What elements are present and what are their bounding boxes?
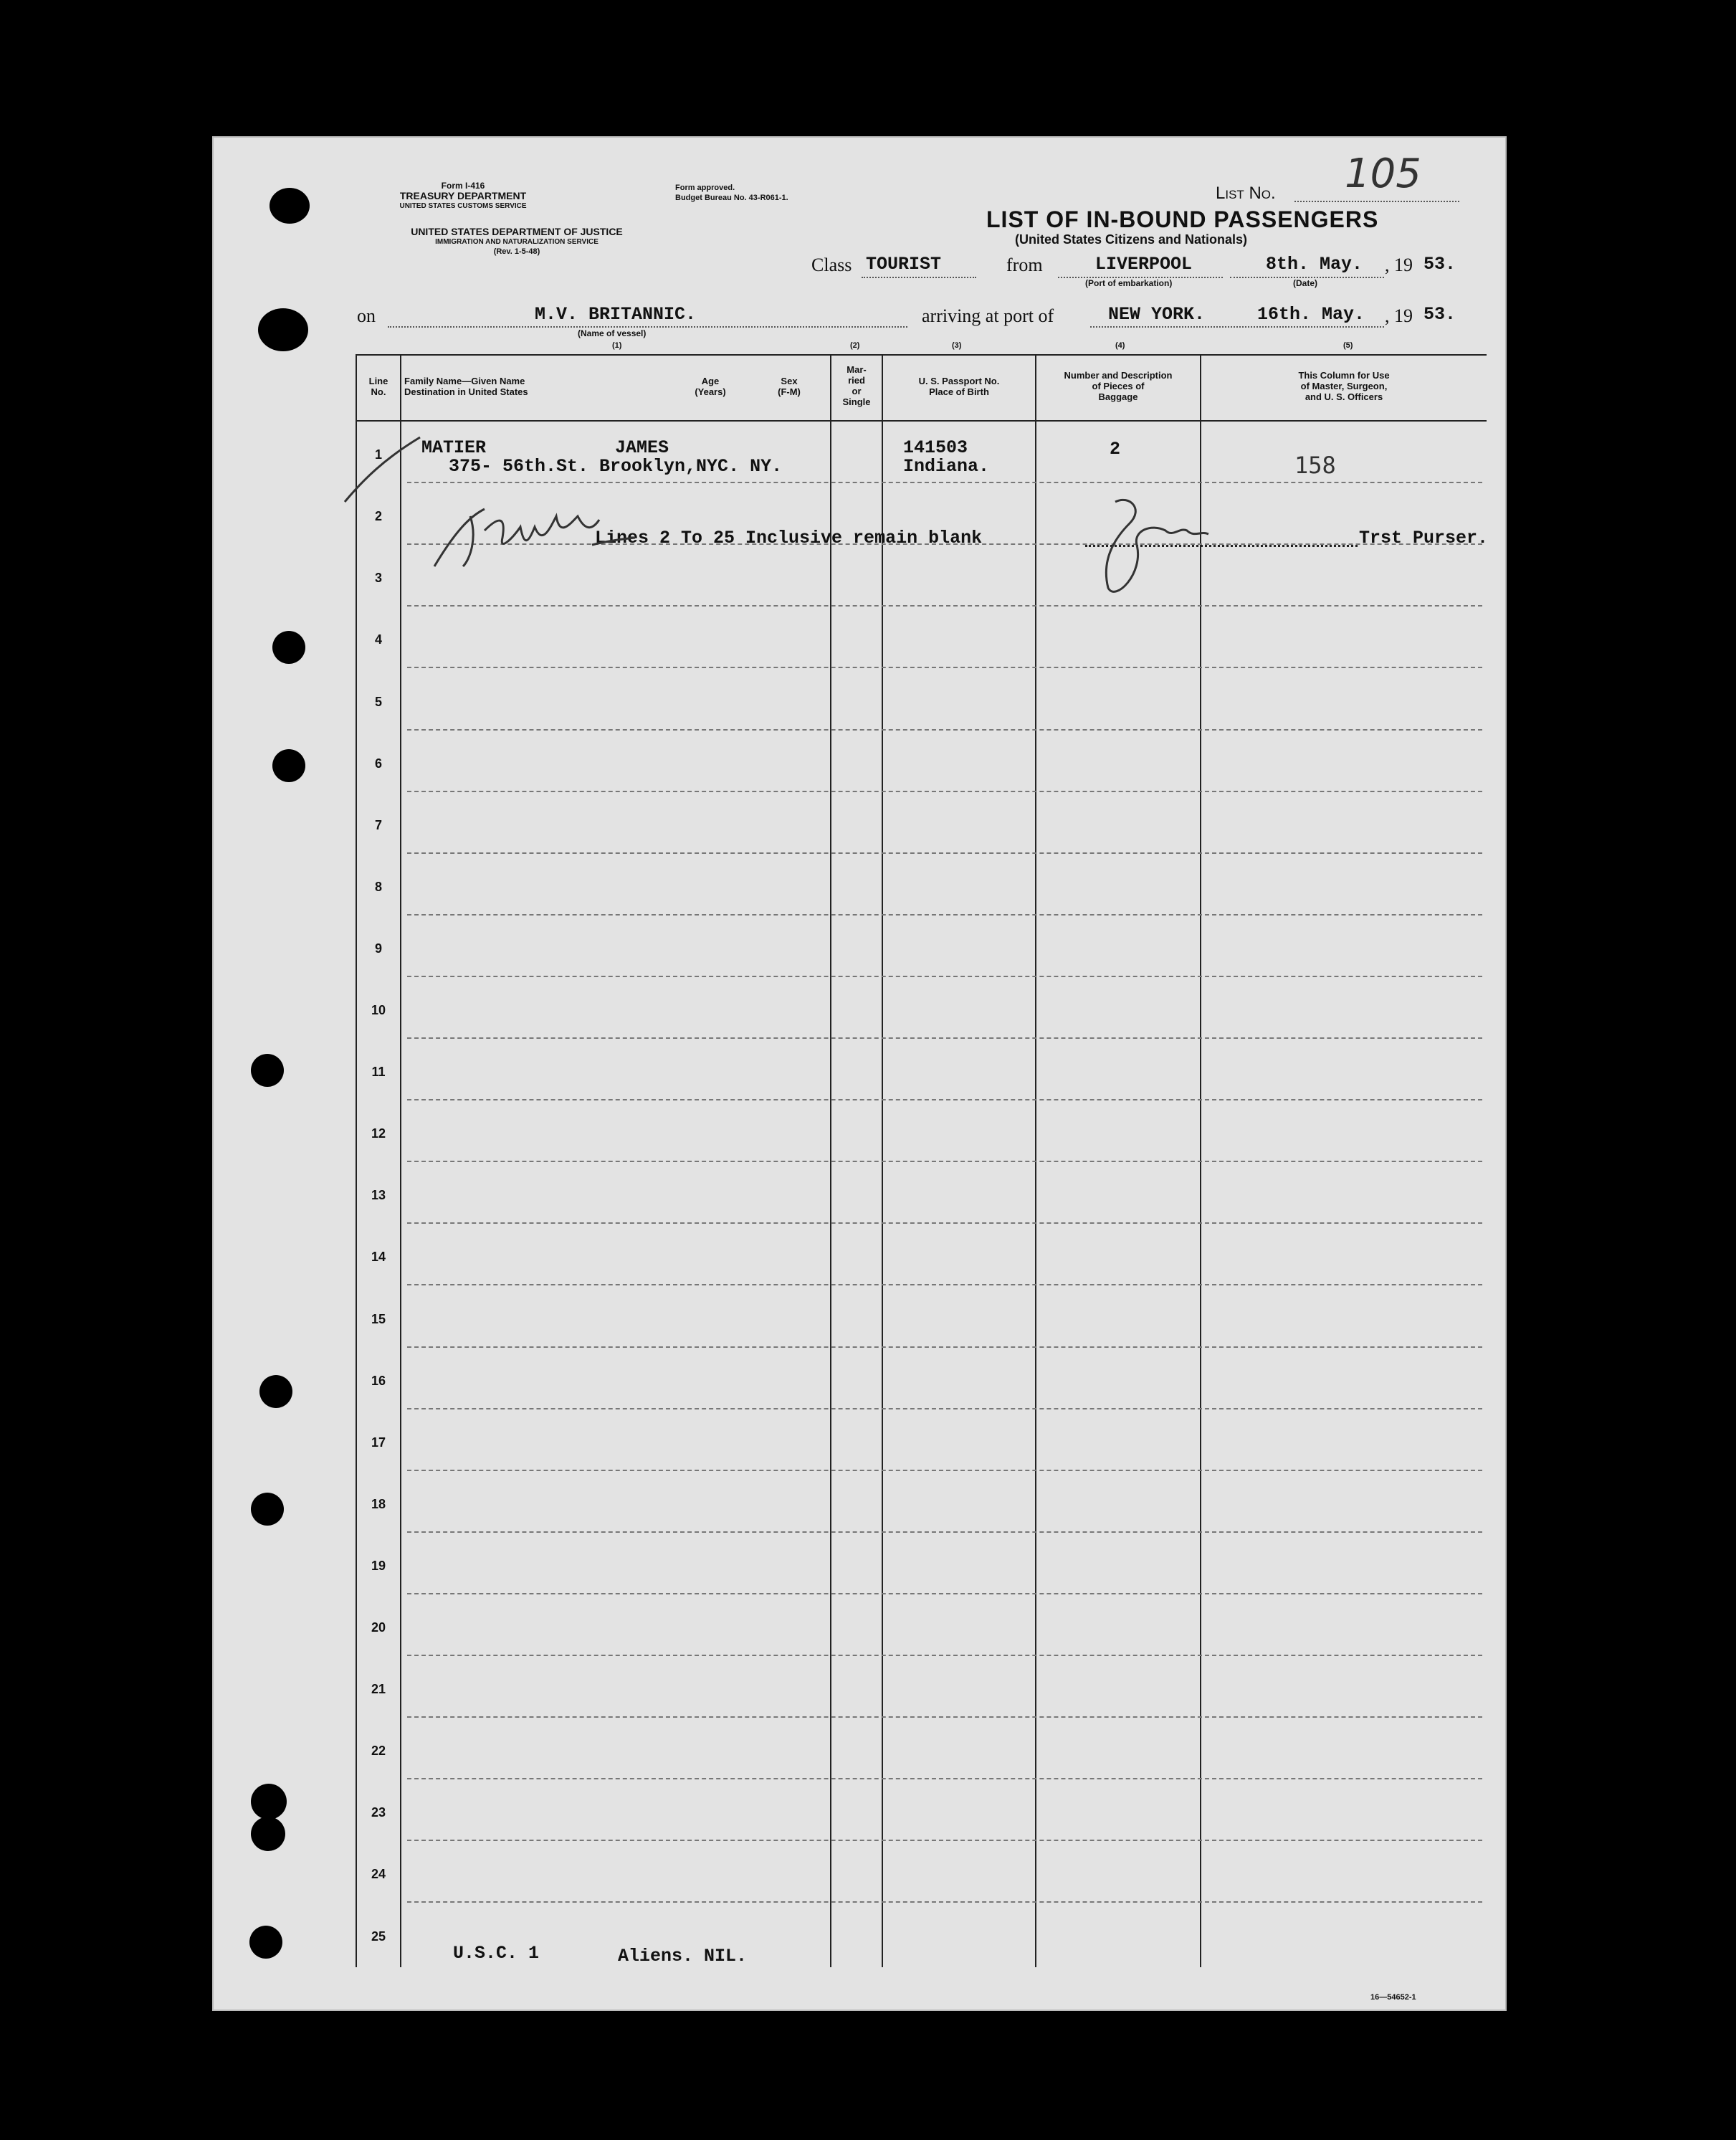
- row-divider: [407, 914, 1482, 916]
- row-divider: [407, 729, 1482, 731]
- header-line-no: Line No.: [368, 376, 388, 397]
- line-number-17: 17: [371, 1435, 386, 1450]
- row-divider: [407, 1099, 1482, 1100]
- line-number-16: 16: [371, 1373, 386, 1388]
- col-num-2: (2): [850, 341, 860, 350]
- treasury-label: TREASURY DEPARTMENT: [399, 190, 527, 201]
- binder-hole: [259, 1375, 292, 1408]
- from-value: LIVERPOOL: [1095, 254, 1193, 275]
- row25-aliens: Aliens. NIL.: [618, 1946, 748, 1967]
- table-top-border: [356, 354, 1487, 356]
- col-num-1: (1): [612, 341, 622, 350]
- row1-baggage: 2: [1110, 439, 1121, 460]
- date-note: (Date): [1293, 278, 1318, 288]
- row-divider: [407, 1161, 1482, 1162]
- binder-hole: [251, 1493, 284, 1526]
- page-subtitle: (United States Citizens and Nationals): [1015, 232, 1248, 247]
- class-label: Class: [811, 255, 852, 275]
- binder-hole: [258, 308, 308, 351]
- row1-birthplace: Indiana.: [903, 456, 990, 477]
- margin-check-mark: [341, 430, 427, 509]
- row-divider: [407, 1901, 1482, 1903]
- year2-prefix: , 19: [1385, 305, 1413, 326]
- table-left-border: [356, 354, 357, 1967]
- budget-label: Budget Bureau No. 43-R061-1.: [675, 194, 788, 202]
- row-divider: [407, 605, 1482, 607]
- from-label: from: [1006, 255, 1043, 275]
- departure-date: 8th. May.: [1266, 254, 1363, 275]
- footer-code: 16—54652-1: [1370, 1993, 1416, 2002]
- list-no-label: List No.: [1216, 184, 1276, 203]
- list-no-line: [1294, 201, 1459, 202]
- arrival-date: 16th. May.: [1257, 304, 1365, 325]
- line-number-18: 18: [371, 1496, 386, 1511]
- col-divider-line: [400, 354, 401, 1967]
- header-officers: This Column for Use of Master, Surgeon, and U. S. Officers: [1298, 370, 1390, 402]
- line-number-19: 19: [371, 1558, 386, 1573]
- binder-hole: [272, 631, 305, 664]
- row-divider: [407, 1716, 1482, 1718]
- vessel-name: M.V. BRITANNIC.: [535, 304, 697, 325]
- row-divider: [407, 1222, 1482, 1224]
- row1-address: 375- 56th.St. Brooklyn,NYC. NY.: [449, 456, 783, 477]
- col-num-5: (5): [1343, 341, 1353, 350]
- binder-hole: [251, 1784, 287, 1820]
- port-line: [1090, 326, 1384, 328]
- line-number-5: 5: [374, 694, 382, 709]
- binder-hole: [249, 1926, 282, 1959]
- manifest-page: [212, 136, 1507, 2011]
- handwritten-signature: [427, 488, 642, 581]
- col-num-3: (3): [952, 341, 962, 350]
- binder-hole: [270, 188, 310, 224]
- row-divider: [407, 1840, 1482, 1841]
- binder-hole: [272, 749, 305, 782]
- class-value: TOURIST: [866, 254, 942, 275]
- header-name: Family Name—Given Name Destination in United States: [404, 376, 528, 397]
- line-number-6: 6: [374, 756, 382, 771]
- row-divider: [407, 1655, 1482, 1656]
- line-number-14: 14: [371, 1250, 386, 1265]
- page-title: LIST OF IN-BOUND PASSENGERS: [986, 206, 1379, 232]
- line-number-3: 3: [374, 571, 382, 586]
- approved-label: Form approved.: [675, 184, 735, 192]
- ins-label: IMMIGRATION AND NATURALIZATION SERVICE: [435, 238, 598, 246]
- justice-label: UNITED STATES DEPARTMENT OF JUSTICE: [411, 226, 623, 237]
- vessel-note: (Name of vessel): [578, 328, 647, 338]
- table-header-border: [356, 420, 1487, 422]
- embark-note: (Port of embarkation): [1085, 278, 1173, 288]
- binder-hole: [251, 1817, 285, 1851]
- rev-label: (Rev. 1-5-48): [493, 247, 540, 256]
- line-number-10: 10: [371, 1003, 386, 1017]
- row-divider: [407, 976, 1482, 977]
- line-number-2: 2: [374, 509, 382, 524]
- row-divider: [407, 852, 1482, 854]
- header-baggage: Number and Description of Pieces of Baggage: [1064, 370, 1173, 402]
- row-divider: [407, 1593, 1482, 1594]
- class-line: [862, 277, 976, 278]
- line-number-13: 13: [371, 1188, 386, 1203]
- row1-family-name: MATIER: [421, 437, 487, 458]
- header-passport: U. S. Passport No. Place of Birth: [918, 376, 1000, 397]
- year1: 53.: [1423, 254, 1456, 275]
- row-divider: [407, 1037, 1482, 1039]
- form-number: Form I-416: [441, 181, 485, 191]
- line-number-15: 15: [371, 1311, 386, 1326]
- line-number-4: 4: [374, 632, 382, 647]
- row-divider: [407, 791, 1482, 792]
- handwritten-initials: [1087, 488, 1230, 602]
- line-number-22: 22: [371, 1744, 386, 1759]
- row-divider: [407, 1531, 1482, 1533]
- header-sex: Sex (F-M): [778, 376, 801, 397]
- row1-officer-note: 158: [1294, 452, 1336, 479]
- row-divider: [407, 1346, 1482, 1348]
- row-divider: [407, 667, 1482, 668]
- customs-label: UNITED STATES CUSTOMS SERVICE: [399, 202, 527, 210]
- col-num-4: (4): [1115, 341, 1125, 350]
- row25-usc: U.S.C. 1: [453, 1943, 540, 1964]
- line-number-21: 21: [371, 1682, 386, 1697]
- row2-purser: Trst Purser.: [1359, 528, 1489, 548]
- line-number-9: 9: [374, 941, 382, 956]
- on-label: on: [357, 305, 376, 326]
- binder-hole: [251, 1054, 284, 1087]
- line-number-7: 7: [374, 817, 382, 832]
- line-number-25: 25: [371, 1929, 386, 1944]
- arrival-port: NEW YORK.: [1108, 304, 1206, 325]
- line-number-20: 20: [371, 1620, 386, 1635]
- row-divider: [407, 482, 1482, 483]
- header-age: Age (Years): [695, 376, 726, 397]
- list-number: 105: [1345, 151, 1421, 197]
- row-divider: [407, 1470, 1482, 1471]
- line-number-12: 12: [371, 1126, 386, 1141]
- row2-blank-note: Lines 2 To 25 Inclusive remain blank: [595, 528, 983, 548]
- row-divider: [407, 1284, 1482, 1285]
- row-divider: [407, 1778, 1482, 1779]
- header-married: Mar- ried or Single: [842, 364, 871, 407]
- row1-given-name: JAMES: [615, 437, 669, 458]
- year2: 53.: [1423, 304, 1456, 325]
- row-divider: [407, 1408, 1482, 1409]
- line-number-8: 8: [374, 879, 382, 894]
- arriving-label: arriving at port of: [922, 305, 1054, 326]
- row1-passport: 141503: [903, 437, 968, 458]
- year1-prefix: , 19: [1385, 255, 1413, 275]
- line-number-1: 1: [374, 447, 382, 462]
- line-number-11: 11: [371, 1065, 386, 1080]
- line-number-23: 23: [371, 1805, 386, 1820]
- vessel-line: [388, 326, 907, 328]
- line-number-24: 24: [371, 1867, 386, 1882]
